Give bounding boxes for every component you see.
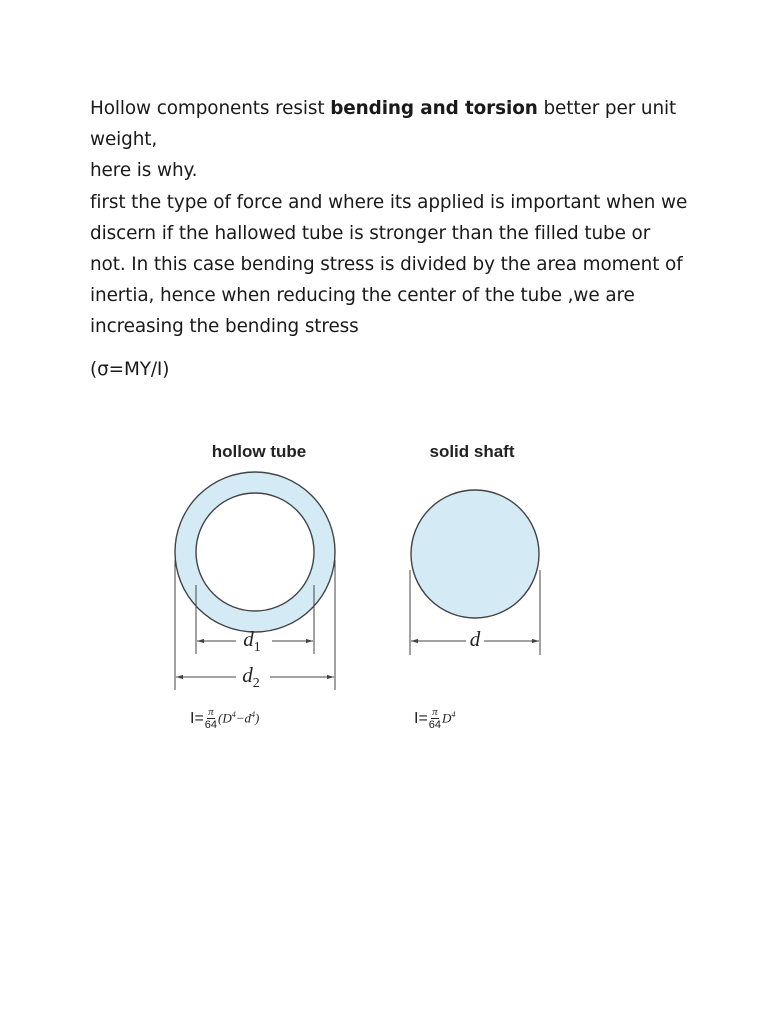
hollow-tube-bore <box>196 493 314 611</box>
expr-base: D <box>442 710 452 726</box>
inner-diameter-label: $d_1$ <box>243 627 261 655</box>
hollow-tube-title: hollow tube <box>211 442 307 461</box>
outer-diameter-label: $d_2$ <box>242 663 260 691</box>
fraction-denominator: 64 <box>204 719 218 731</box>
expr-exponent-1: 4 <box>231 710 236 720</box>
formula-fraction <box>205 706 217 731</box>
solid-inertia-formula <box>414 706 455 731</box>
expr-mid: −d <box>235 710 252 726</box>
expr-exponent: 4 <box>451 710 456 720</box>
expr-close: ) <box>255 710 260 726</box>
expr-exponent-2: 4 <box>251 710 256 720</box>
formula-fraction <box>429 706 441 731</box>
intro-bold-phrase: bending and torsion <box>330 98 538 119</box>
formula-lhs: I= <box>414 709 428 727</box>
hollow-inertia-formula <box>190 706 259 731</box>
solid-diameter-label: d <box>469 627 481 651</box>
expr-open: (D <box>218 710 232 726</box>
intro-text-end: better per unit weight, <box>90 98 677 151</box>
fraction-denominator: 64 <box>428 719 442 731</box>
solid-shaft-title: solid shaft <box>429 442 515 461</box>
explanation-paragraph: first the type of force and where its applied is important when we discern if the hallowed tube is stronger than the filled tube or not. In this case bending stress is divided by the area moment of inertia, hence when reducing the center of the tube ,we are increasing the bending stress <box>90 191 688 338</box>
formula-lhs: I= <box>190 709 204 727</box>
stress-equation: (σ=MY/I) <box>90 358 170 380</box>
fraction-numerator: π <box>432 706 438 718</box>
formula-expression <box>218 710 259 726</box>
solid-shaft-section <box>411 490 539 618</box>
why-line: here is why. <box>90 160 198 182</box>
fraction-numerator: π <box>208 706 214 718</box>
formula-expression <box>442 710 455 726</box>
intro-text-start: Hollow components resist <box>90 98 331 119</box>
